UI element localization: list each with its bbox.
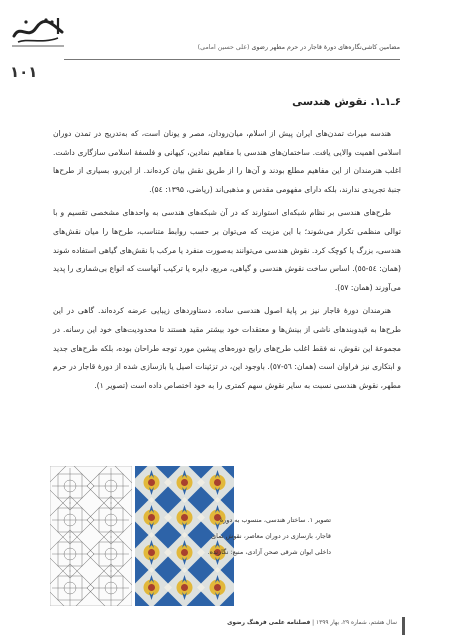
page-number: ۱۰۱ [10, 63, 38, 81]
paragraph: طرح‌های هندسی بر نظام شبکه‌ای استوارند که در آن شبکه‌های هندسی به واحدهای مشخصی تقسیم و با توالی منظمی تکرار می‌شوند؛ با این مزیت که می‌توان بر حسب روابط متناسب، طرح‌ها را میان نقش‌های هندسی، بزرگ یا کوچک کرد. نقوش هندسی می‌توانند به‌صورت منفرد یا مرکب با نقش‌های گیاهی استفاده شوند (همان: ٥٤-٥٥). اساس ساخت نقوش هندسی و گیاهی، مربع، دایره یا ترکیب آنهاست که انواع بی‌شماری را پدید می‌آورند (همان: ٥٧). [53, 208, 401, 292]
section-title: ۶ـ۱ـ۱. نقوش هندسی [292, 96, 401, 108]
footer [60, 616, 405, 630]
running-header [64, 41, 400, 61]
journal-logo [8, 10, 68, 50]
logo-calligraphy-icon [8, 10, 68, 50]
header-author: (علی حسین امامی) [197, 44, 250, 51]
footer-text: سال هشتم، شماره ۲۹، بهار ۱۳۹۹ | فصلنامه علمی فرهنگ رضوی [227, 620, 397, 626]
journal-article-title: مضامین کاشی‌نگاره‌های دورۀ قاجار در حرم مطهر رضوی [251, 44, 400, 51]
footer-issue: سال هشتم، شماره ۲۹، بهار ۱۳۹۹ [315, 620, 397, 626]
figure-caption: تصویر ۱. ساختار هندسی، منسوب به دورۀ قاجار، بازسازی در دوران معاصر، نقوش نمای داخلی ایوان شرقی صحن آزادی، منبع: نگارنده. [207, 516, 331, 556]
figure-line-drawing [50, 466, 132, 606]
footer-bar [402, 617, 405, 635]
geometric-pattern-drawing-icon [50, 466, 132, 606]
body-text [53, 125, 401, 395]
header-text [192, 44, 400, 51]
paragraph: هندسه میراث تمدن‌های ایران پیش از اسلام، میان‌رودان، مصر و یونان است، که به‌تدریج در تمدن دوران اسلامی اهمیت والایی یافت. ساختمان‌های هندسی با مفاهیم نمادین، کیهانی و فلسفۀ اسلامی سازگاری داشت. اغلب هنرمندان از این مفاهیم مطلع بودند و آن‌ها را از طریق نقش بیان کرده‌اند. از این‌رو، بسیاری از طرح‌ها جنبۀ تجریدی ندارند، بلکه دارای مفهومی مقدس و مذهبی‌اند (ریاضی، ۱۳۹۵: ۵٤). [53, 129, 401, 194]
footer-journal: فصلنامه علمی فرهنگ رضوی [227, 620, 311, 626]
paragraph: هنرمندان دورۀ قاجار نیز بر پایۀ اصول هندسی ساده، دستاوردهای زیبایی عرضه کرده‌اند. گاهی در این طرح‌ها به قیدوبندهای ناشی از بینش‌ها و معتقدات خود بیشتر مقید هستند تا محدودیت‌های خود این رسانه. در مجموعۀ این نقوش، نه فقط اغلب طرح‌های رایج دوره‌های پیشین مورد توجه طراحان بوده، بلکه طرح‌های جدید و ابتکاری نیز فراوان است (همان: ٥٦-٥٧). باوجود این، در تزئینات اصیل یا بازسازی شده از دورۀ قاجار در حرم مطهر، نقوش هندسی نسبت به سایر نقوش سهم کمتری را به خود اختصاص داده است (تصویر ۱). [53, 306, 401, 390]
header-rule [64, 59, 400, 60]
